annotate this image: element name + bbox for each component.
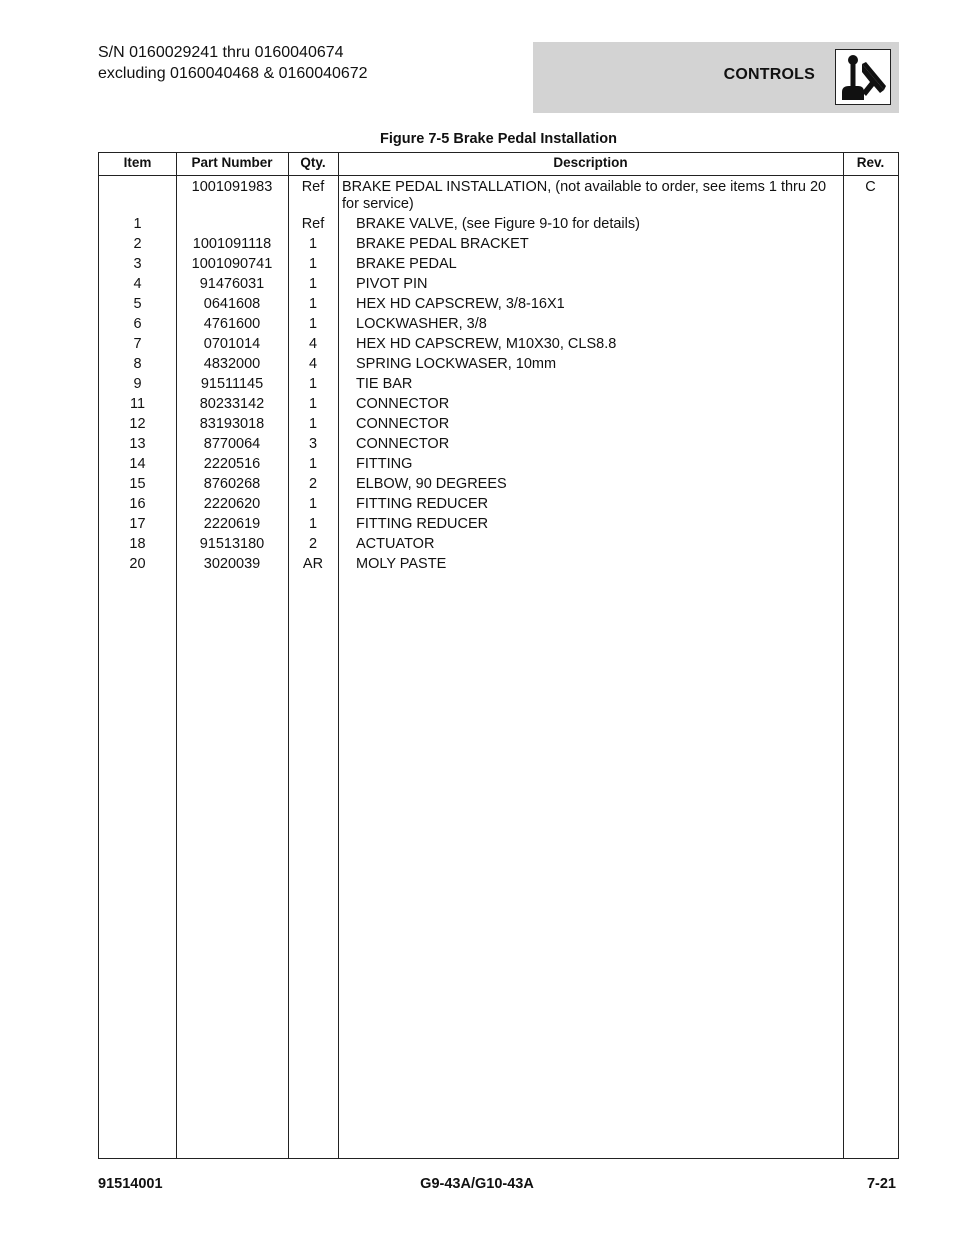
footer-model: G9-43A/G10-43A (420, 1176, 534, 1192)
description-cell: BRAKE VALVE, (see Figure 9-10 for details) (356, 215, 640, 232)
item-cell: 7 (133, 335, 142, 352)
table-row (99, 534, 898, 554)
parts-list-table (98, 152, 899, 1159)
qty-cell: 1 (308, 375, 318, 392)
description-cell: LOCKWASHER, 3/8 (356, 315, 487, 332)
item-cell: 15 (129, 475, 146, 492)
rev-cell: C (865, 178, 876, 195)
qty-cell: 4 (308, 355, 318, 372)
part-number-cell: 83193018 (199, 415, 265, 432)
description-cell: FITTING REDUCER (356, 515, 489, 532)
qty-cell: Ref (301, 215, 325, 232)
item-cell: 13 (129, 435, 146, 452)
table-row (99, 177, 898, 214)
part-number-cell: 8770064 (203, 435, 261, 452)
qty-cell: 1 (308, 295, 318, 312)
part-number-cell: 91511145 (200, 375, 264, 392)
item-cell: 12 (129, 415, 146, 432)
table-row (99, 394, 898, 414)
table-row (99, 474, 898, 494)
table-row (99, 374, 898, 394)
part-number-cell: 2220619 (203, 515, 261, 532)
header-rev: Rev. (856, 155, 885, 170)
description-cell: CONNECTOR (356, 415, 450, 432)
figure-title: Figure 7-5 Brake Pedal Installation (380, 131, 617, 147)
table-row (99, 314, 898, 334)
table-row (99, 494, 898, 514)
qty-cell: 1 (308, 415, 318, 432)
item-cell: 18 (129, 535, 146, 552)
part-number-cell: 0701014 (203, 335, 261, 352)
header-divider (99, 175, 898, 176)
description-cell: CONNECTOR (356, 435, 450, 452)
qty-cell: 2 (308, 475, 318, 492)
description-cell: MOLY PASTE (356, 555, 447, 572)
serial-range-text: S/N 0160029241 thru 0160040674 (98, 44, 344, 61)
item-cell: 1 (133, 215, 142, 232)
part-number-cell: 80233142 (199, 395, 265, 412)
description-cell: PIVOT PIN (356, 275, 428, 292)
item-cell: 9 (133, 375, 142, 392)
serial-number-block (98, 42, 368, 84)
joystick-controls-icon-graphic (836, 50, 890, 104)
table-row (99, 274, 898, 294)
description-cell: ELBOW, 90 DEGREES (356, 475, 507, 492)
serial-exclusion-text: excluding 0160040468 & 0160040672 (98, 65, 368, 82)
qty-cell: 4 (308, 335, 318, 352)
qty-cell: 1 (308, 515, 318, 532)
description-cell: BRAKE PEDAL (356, 255, 457, 272)
part-number-cell: 1001091983 (191, 178, 273, 195)
table-row (99, 454, 898, 474)
item-cell: 16 (129, 495, 146, 512)
part-number-cell: 3020039 (203, 555, 261, 572)
table-row (99, 294, 898, 314)
table-row (99, 334, 898, 354)
part-number-cell: 2220620 (203, 495, 261, 512)
part-number-cell: 91513180 (199, 535, 265, 552)
description-cell: ACTUATOR (356, 535, 435, 552)
qty-cell: 1 (308, 255, 318, 272)
item-cell: 5 (133, 295, 142, 312)
qty-cell: 2 (308, 535, 318, 552)
table-row (99, 434, 898, 454)
qty-cell: 1 (308, 235, 318, 252)
item-cell: 3 (133, 255, 142, 272)
part-number-cell: 8760268 (203, 475, 261, 492)
qty-cell: 3 (308, 435, 318, 452)
description-cell: SPRING LOCKWASER, 10mm (356, 355, 557, 372)
item-cell: 2 (133, 235, 142, 252)
header-qty: Qty. (300, 155, 326, 170)
item-cell: 20 (129, 555, 146, 572)
table-row (99, 354, 898, 374)
header-item: Item (123, 155, 152, 170)
description-cell: HEX HD CAPSCREW, 3/8-16X1 (356, 295, 565, 312)
description-cell: CONNECTOR (356, 395, 450, 412)
part-number-cell: 1001090741 (191, 255, 273, 272)
footer-doc-number: 91514001 (98, 1176, 163, 1192)
joystick-controls-icon (835, 49, 891, 105)
description-cell: HEX HD CAPSCREW, M10X30, CLS8.8 (356, 335, 617, 352)
part-number-cell: 4761600 (203, 315, 261, 332)
description-cell: TIE BAR (356, 375, 413, 392)
section-tab (533, 42, 899, 113)
table-row (99, 414, 898, 434)
qty-cell: AR (302, 555, 324, 572)
item-cell: 4 (133, 275, 142, 292)
qty-cell: 1 (308, 275, 318, 292)
qty-cell: 1 (308, 495, 318, 512)
item-cell: 6 (133, 315, 142, 332)
table-row (99, 214, 898, 234)
part-number-cell: 1001091118 (192, 235, 272, 252)
item-cell: 17 (129, 515, 146, 532)
part-number-cell: 91476031 (199, 275, 265, 292)
footer-page-number: 7-21 (866, 1176, 896, 1192)
description-cell: FITTING (356, 455, 413, 472)
item-cell: 14 (129, 455, 146, 472)
description-cell: FITTING REDUCER (356, 495, 489, 512)
table-body (99, 177, 898, 574)
qty-cell: 1 (308, 315, 318, 332)
item-cell: 11 (129, 395, 146, 412)
table-row (99, 254, 898, 274)
part-number-cell: 4832000 (203, 355, 261, 372)
item-cell: 8 (133, 355, 142, 372)
description-cell: BRAKE PEDAL BRACKET (356, 235, 529, 252)
header-description: Description (553, 155, 628, 170)
qty-cell: 1 (308, 395, 318, 412)
table-row (99, 234, 898, 254)
description-cell: BRAKE PEDAL INSTALLATION, (not available to order, see items 1 thru 20 for service) (342, 178, 827, 212)
qty-cell: Ref (301, 178, 325, 195)
part-number-cell: 2220516 (203, 455, 261, 472)
part-number-cell: 0641608 (203, 295, 261, 312)
header-part-number: Part Number (191, 155, 273, 170)
section-title: CONTROLS (723, 66, 815, 83)
table-row (99, 514, 898, 534)
qty-cell: 1 (308, 455, 318, 472)
table-row (99, 554, 898, 574)
